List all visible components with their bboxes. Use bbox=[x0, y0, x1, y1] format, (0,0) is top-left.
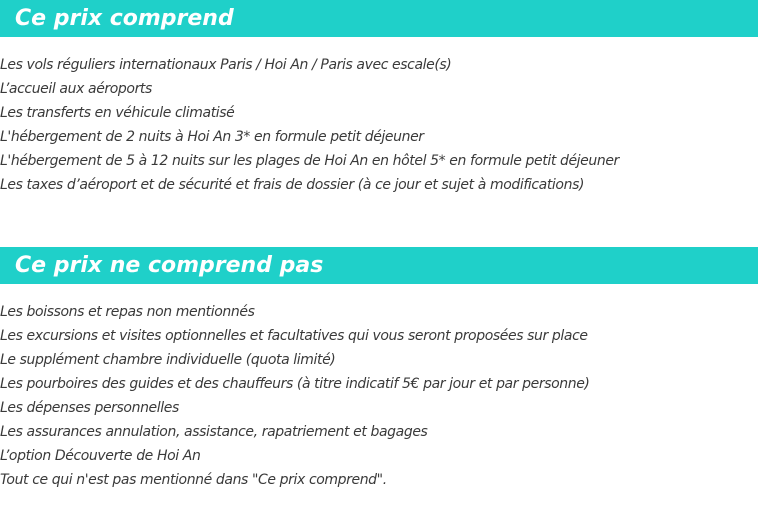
excludes-section-title: Ce prix ne comprend pas bbox=[0, 247, 758, 284]
list-item: Tout ce qui n'est pas mentionné dans "Ce prix comprend". bbox=[0, 472, 387, 488]
list-item: Les dépenses personnelles bbox=[0, 400, 179, 416]
list-item: L'hébergement de 5 à 12 nuits sur les plages de Hoi An en hôtel 5* en formule petit déjeuner bbox=[0, 153, 619, 169]
list-item: L'hébergement de 2 nuits à Hoi An 3* en formule petit déjeuner bbox=[0, 129, 424, 145]
list-item: Les taxes d’aéroport et de sécurité et frais de dossier (à ce jour et sujet à modifications) bbox=[0, 177, 585, 193]
list-item: Les excursions et visites optionnelles et facultatives qui vous seront proposées sur place bbox=[0, 328, 588, 344]
list-item: L’accueil aux aéroports bbox=[0, 81, 152, 97]
list-item: Les boissons et repas non mentionnés bbox=[0, 304, 255, 320]
list-item: L’option Découverte de Hoi An bbox=[0, 448, 201, 464]
includes-list bbox=[0, 53, 619, 197]
list-item: Le supplément chambre individuelle (quota limité) bbox=[0, 352, 336, 368]
list-item: Les transferts en véhicule climatisé bbox=[0, 105, 235, 121]
list-item: Les pourboires des guides et des chauffeurs (à titre indicatif 5€ par jour et par personne) bbox=[0, 376, 590, 392]
includes-section-title: Ce prix comprend bbox=[0, 0, 758, 37]
list-item: Les assurances annulation, assistance, rapatriement et bagages bbox=[0, 424, 428, 440]
list-item: Les vols réguliers internationaux Paris / Hoi An / Paris avec escale(s) bbox=[0, 57, 452, 73]
excludes-list bbox=[0, 300, 589, 492]
